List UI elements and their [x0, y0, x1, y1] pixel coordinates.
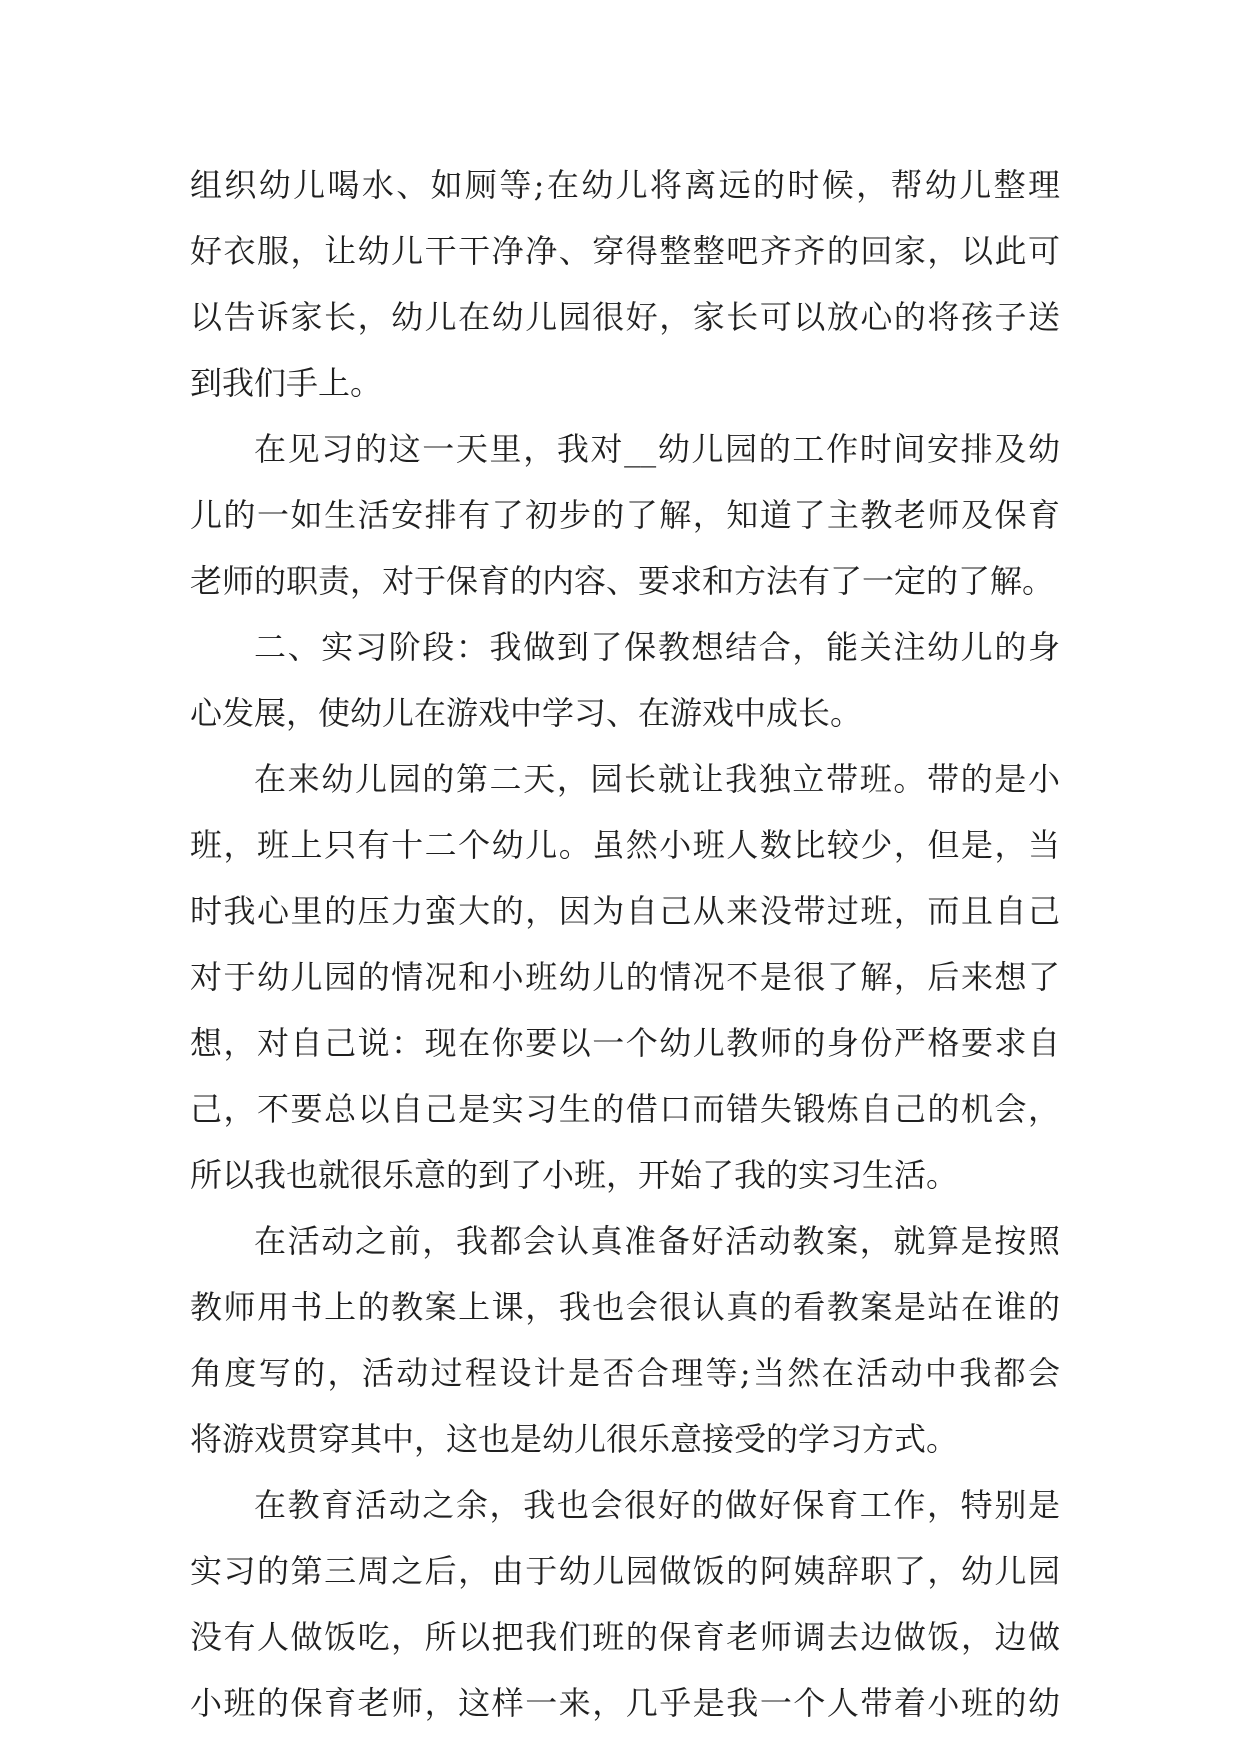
text-line: 想，对自己说：现在你要以一个幼儿教师的身份严格要求自	[190, 1024, 1060, 1062]
text-line: 心发展，使幼儿在游戏中学习、在游戏中成长。	[190, 694, 863, 732]
text-line: 好衣服，让幼儿干干净净、穿得整整吧齐齐的回家，以此可	[190, 232, 1060, 270]
text-line: 到我们手上。	[190, 364, 383, 402]
text-line: 教师用书上的教案上课，我也会很认真的看教案是站在谁的	[190, 1288, 1060, 1326]
text-line: 所以我也就很乐意的到了小班，开始了我的实习生活。	[190, 1156, 959, 1194]
paragraph-first-line: 在来幼儿园的第二天，园长就让我独立带班。带的是小	[254, 760, 1060, 798]
text-line: 老师的职责，对于保育的内容、要求和方法有了一定的了解。	[190, 562, 1055, 600]
text-line: 以告诉家长，幼儿在幼儿园很好，家长可以放心的将孩子送	[190, 298, 1060, 336]
text-line: 实习的第三周之后，由于幼儿园做饭的阿姨辞职了，幼儿园	[190, 1552, 1060, 1590]
text-line: 对于幼儿园的情况和小班幼儿的情况不是很了解，后来想了	[190, 958, 1060, 996]
text-line: 班，班上只有十二个幼儿。虽然小班人数比较少，但是，当	[190, 826, 1060, 864]
text-line: 将游戏贯穿其中，这也是幼儿很乐意接受的学习方式。	[190, 1420, 959, 1458]
text-line: 角度写的，活动过程设计是否合理等;当然在活动中我都会	[190, 1354, 1060, 1392]
document-body	[190, 152, 1060, 1736]
text-line: 时我心里的压力蛮大的，因为自己从来没带过班，而且自己	[190, 892, 1060, 930]
paragraph-first-line: 在教育活动之余，我也会很好的做好保育工作，特别是	[254, 1486, 1060, 1524]
text-line: 己，不要总以自己是实习生的借口而错失锻炼自己的机会，	[190, 1090, 1060, 1128]
section-heading-line: 二、实习阶段：我做到了保教想结合，能关注幼儿的身	[254, 628, 1060, 666]
text-line: 组织幼儿喝水、如厕等;在幼儿将离远的时候，帮幼儿整理	[190, 166, 1060, 204]
text-line: 儿的一如生活安排有了初步的了解，知道了主教老师及保育	[190, 496, 1060, 534]
text-line: 没有人做饭吃，所以把我们班的保育老师调去边做饭，边做	[190, 1618, 1060, 1656]
paragraph-first-line: 在见习的这一天里，我对__幼儿园的工作时间安排及幼	[254, 430, 1060, 468]
paragraph-first-line: 在活动之前，我都会认真准备好活动教案，就算是按照	[254, 1222, 1060, 1260]
text-line: 小班的保育老师，这样一来，几乎是我一个人带着小班的幼	[190, 1684, 1060, 1722]
